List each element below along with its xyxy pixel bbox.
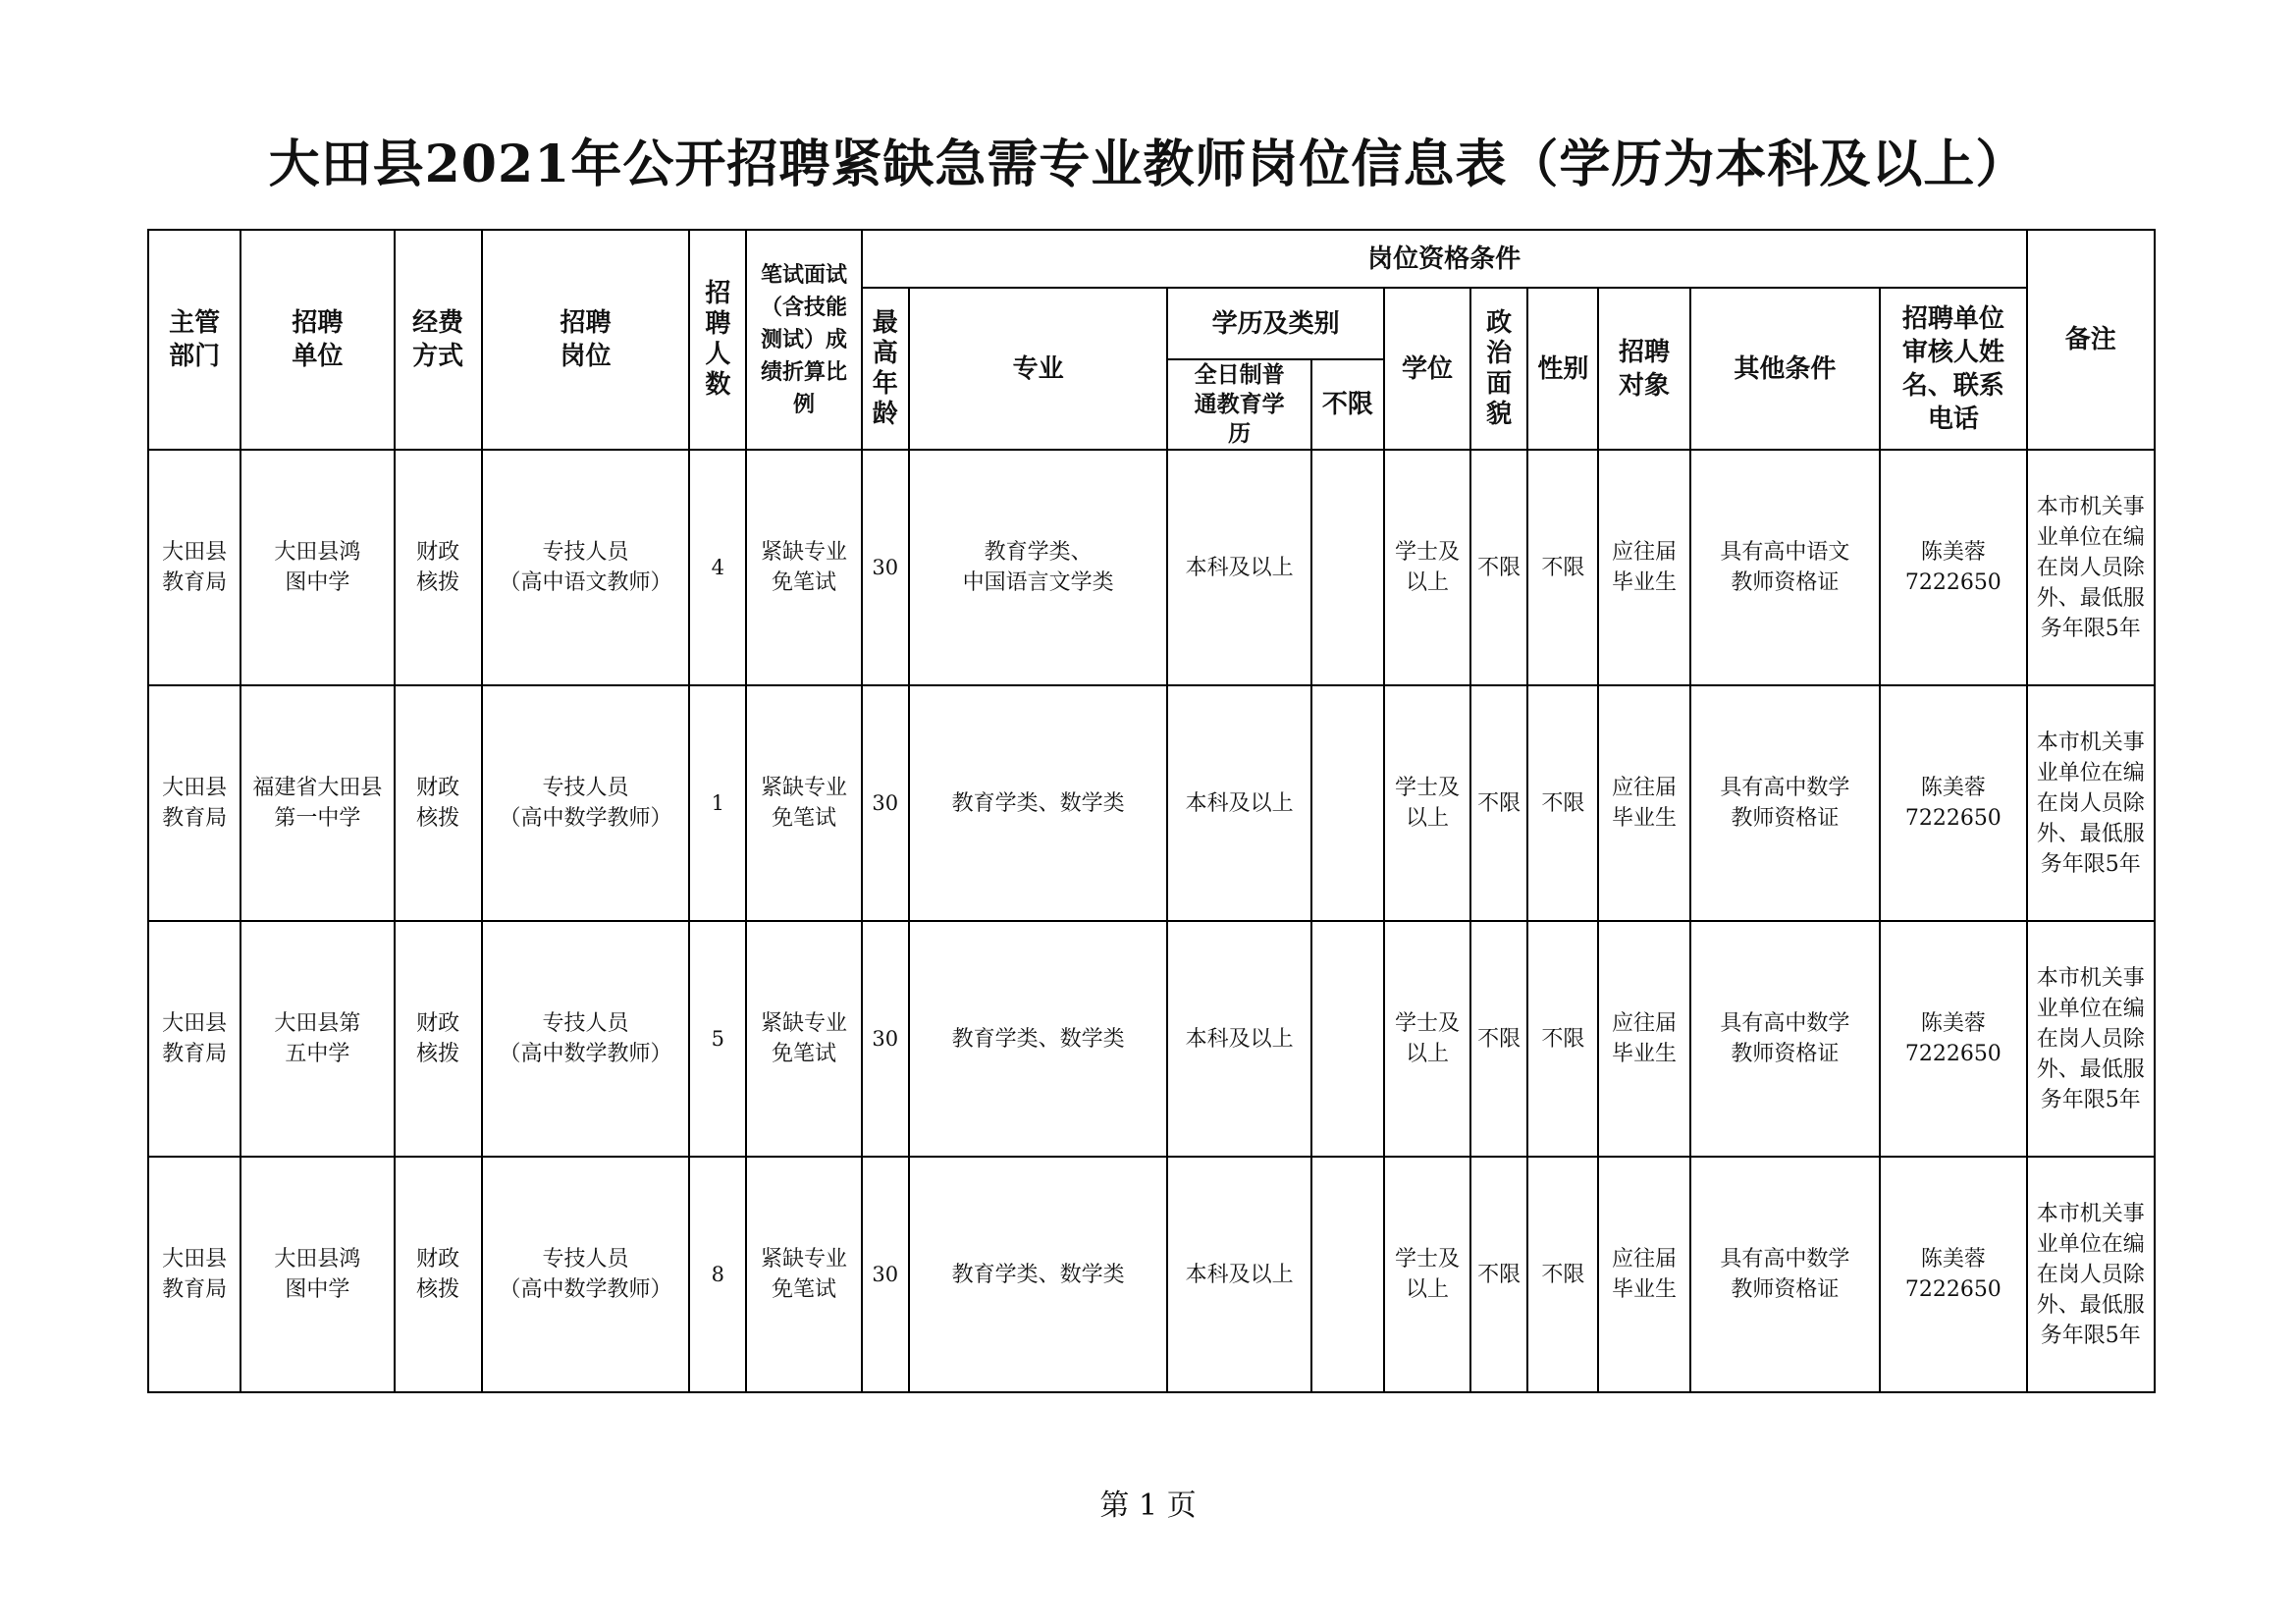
cell-unit: 大田县鸿图中学 <box>240 450 394 685</box>
cell-major-line1: 教育学类、数学类 <box>951 1262 1125 1287</box>
header-target: 招聘对象 <box>1598 288 1689 450</box>
header-funding: 经费方式 <box>395 230 482 450</box>
cell-major <box>909 921 1168 1157</box>
cell-remarks: 本市机关事业单位在编在岗人员除外、最低服务年限5年 <box>2027 450 2155 685</box>
cell-gender: 不限 <box>1527 921 1598 1157</box>
cell-position-title: 专技人员 <box>542 1247 629 1272</box>
cell-major <box>909 685 1168 921</box>
header-position: 招聘岗位 <box>482 230 690 450</box>
header-dept: 主管部门 <box>148 230 240 450</box>
cell-dept: 大田县教育局 <box>148 1157 240 1392</box>
cell-unit: 福建省大田县第一中学 <box>240 685 394 921</box>
cell-major-line1: 教育学类、 <box>984 540 1093 565</box>
cell-contact-name: 陈美蓉 <box>1920 1247 1986 1272</box>
cell-contact-phone: 7222650 <box>1904 1042 2002 1066</box>
cell-target: 应往届毕业生 <box>1598 1157 1689 1392</box>
cell-contact-phone: 7222650 <box>1904 1277 2002 1302</box>
cell-major-line1: 教育学类、数学类 <box>951 790 1125 816</box>
cell-target: 应往届毕业生 <box>1598 921 1689 1157</box>
cell-funding: 财政核拨 <box>395 685 482 921</box>
table-row <box>148 450 2155 685</box>
cell-position <box>482 450 690 685</box>
cell-ratio: 紧缺专业免笔试 <box>746 1157 861 1392</box>
cell-max-age: 30 <box>862 921 909 1157</box>
cell-major-line2: 中国语言文学类 <box>962 570 1114 595</box>
header-edu-fulltime: 全日制普通教育学历 <box>1167 359 1310 450</box>
cell-position <box>482 921 690 1157</box>
cell-position <box>482 685 690 921</box>
cell-degree: 学士及以上 <box>1384 921 1470 1157</box>
cell-contact-name: 陈美蓉 <box>1920 540 1986 565</box>
cell-contact-phone: 7222650 <box>1904 570 2002 595</box>
cell-degree: 学士及以上 <box>1384 1157 1470 1392</box>
cell-funding: 财政核拨 <box>395 1157 482 1392</box>
cell-max-age: 30 <box>862 450 909 685</box>
cell-contact <box>1880 450 2026 685</box>
cell-position-title: 专技人员 <box>542 776 629 800</box>
cell-position-title: 专技人员 <box>542 1011 629 1036</box>
page-title: 大田县2021年公开招聘紧缺急需专业教师岗位信息表（学历为本科及以上） <box>268 135 2028 194</box>
cell-edu-fulltime: 本科及以上 <box>1167 1157 1310 1392</box>
cell-remarks: 本市机关事业单位在编在岗人员除外、最低服务年限5年 <box>2027 1157 2155 1392</box>
cell-ratio: 紧缺专业免笔试 <box>746 685 861 921</box>
page-number: 第 1 页 <box>1099 1489 1197 1523</box>
cell-political: 不限 <box>1470 685 1527 921</box>
cell-other: 具有高中数学教师资格证 <box>1690 1157 1880 1392</box>
cell-edu-unlimited <box>1311 1157 1384 1392</box>
cell-contact-phone: 7222650 <box>1904 806 2002 831</box>
cell-edu-fulltime: 本科及以上 <box>1167 685 1310 921</box>
cell-gender: 不限 <box>1527 685 1598 921</box>
table-row <box>148 685 2155 921</box>
cell-remarks: 本市机关事业单位在编在岗人员除外、最低服务年限5年 <box>2027 921 2155 1157</box>
cell-gender: 不限 <box>1527 450 1598 685</box>
cell-degree: 学士及以上 <box>1384 685 1470 921</box>
cell-edu-fulltime: 本科及以上 <box>1167 450 1310 685</box>
cell-max-age: 30 <box>862 1157 909 1392</box>
cell-target: 应往届毕业生 <box>1598 685 1689 921</box>
cell-edu-unlimited <box>1311 450 1384 685</box>
cell-other: 具有高中数学教师资格证 <box>1690 685 1880 921</box>
cell-dept: 大田县教育局 <box>148 685 240 921</box>
header-max-age: 最高年龄 <box>862 288 909 450</box>
job-table <box>147 229 2156 1393</box>
cell-remarks: 本市机关事业单位在编在岗人员除外、最低服务年限5年 <box>2027 685 2155 921</box>
cell-major-line1: 教育学类、数学类 <box>951 1026 1125 1052</box>
header-degree: 学位 <box>1384 288 1470 450</box>
cell-political: 不限 <box>1470 450 1527 685</box>
cell-gender: 不限 <box>1527 1157 1598 1392</box>
header-other: 其他条件 <box>1690 288 1880 450</box>
cell-position-title: 专技人员 <box>542 540 629 565</box>
cell-position <box>482 1157 690 1392</box>
cell-contact <box>1880 921 2026 1157</box>
cell-funding: 财政核拨 <box>395 450 482 685</box>
header-count: 招聘人数 <box>689 230 746 450</box>
cell-ratio: 紧缺专业免笔试 <box>746 450 861 685</box>
cell-major <box>909 450 1168 685</box>
cell-unit: 大田县第五中学 <box>240 921 394 1157</box>
table-row <box>148 921 2155 1157</box>
cell-funding: 财政核拨 <box>395 921 482 1157</box>
header-edu-unlimited: 不限 <box>1311 359 1384 450</box>
header-row <box>148 230 2155 288</box>
cell-edu-fulltime: 本科及以上 <box>1167 921 1310 1157</box>
cell-edu-unlimited <box>1311 921 1384 1157</box>
header-major: 专业 <box>909 288 1168 450</box>
header-education: 学历及类别 <box>1167 288 1384 359</box>
cell-contact-name: 陈美蓉 <box>1920 1011 1986 1036</box>
cell-unit: 大田县鸿图中学 <box>240 1157 394 1392</box>
header-gender: 性别 <box>1527 288 1598 450</box>
cell-dept: 大田县教育局 <box>148 450 240 685</box>
cell-count: 4 <box>689 450 746 685</box>
header-political: 政治面貌 <box>1470 288 1527 450</box>
cell-political: 不限 <box>1470 1157 1527 1392</box>
cell-count: 8 <box>689 1157 746 1392</box>
cell-other: 具有高中数学教师资格证 <box>1690 921 1880 1157</box>
header-remarks: 备注 <box>2027 230 2155 450</box>
cell-major <box>909 1157 1168 1392</box>
cell-target: 应往届毕业生 <box>1598 450 1689 685</box>
table-row <box>148 1157 2155 1392</box>
cell-contact <box>1880 685 2026 921</box>
cell-contact-name: 陈美蓉 <box>1920 776 1986 800</box>
cell-edu-unlimited <box>1311 685 1384 921</box>
header-ratio: 笔试面试（含技能测试）成绩折算比例 <box>746 230 861 450</box>
cell-dept: 大田县教育局 <box>148 921 240 1157</box>
cell-other: 具有高中语文教师资格证 <box>1690 450 1880 685</box>
cell-degree: 学士及以上 <box>1384 450 1470 685</box>
cell-position-subject: （高中数学教师） <box>499 1042 672 1066</box>
header-unit: 招聘单位 <box>240 230 394 450</box>
cell-position-subject: （高中语文教师） <box>499 570 672 595</box>
header-contact: 招聘单位审核人姓名、联系电话 <box>1880 288 2026 450</box>
cell-contact <box>1880 1157 2026 1392</box>
cell-political: 不限 <box>1470 921 1527 1157</box>
cell-ratio: 紧缺专业免笔试 <box>746 921 861 1157</box>
cell-count: 1 <box>689 685 746 921</box>
header-qualifications: 岗位资格条件 <box>862 230 2027 288</box>
cell-position-subject: （高中数学教师） <box>499 806 672 831</box>
cell-position-subject: （高中数学教师） <box>499 1277 672 1302</box>
cell-count: 5 <box>689 921 746 1157</box>
cell-max-age: 30 <box>862 685 909 921</box>
